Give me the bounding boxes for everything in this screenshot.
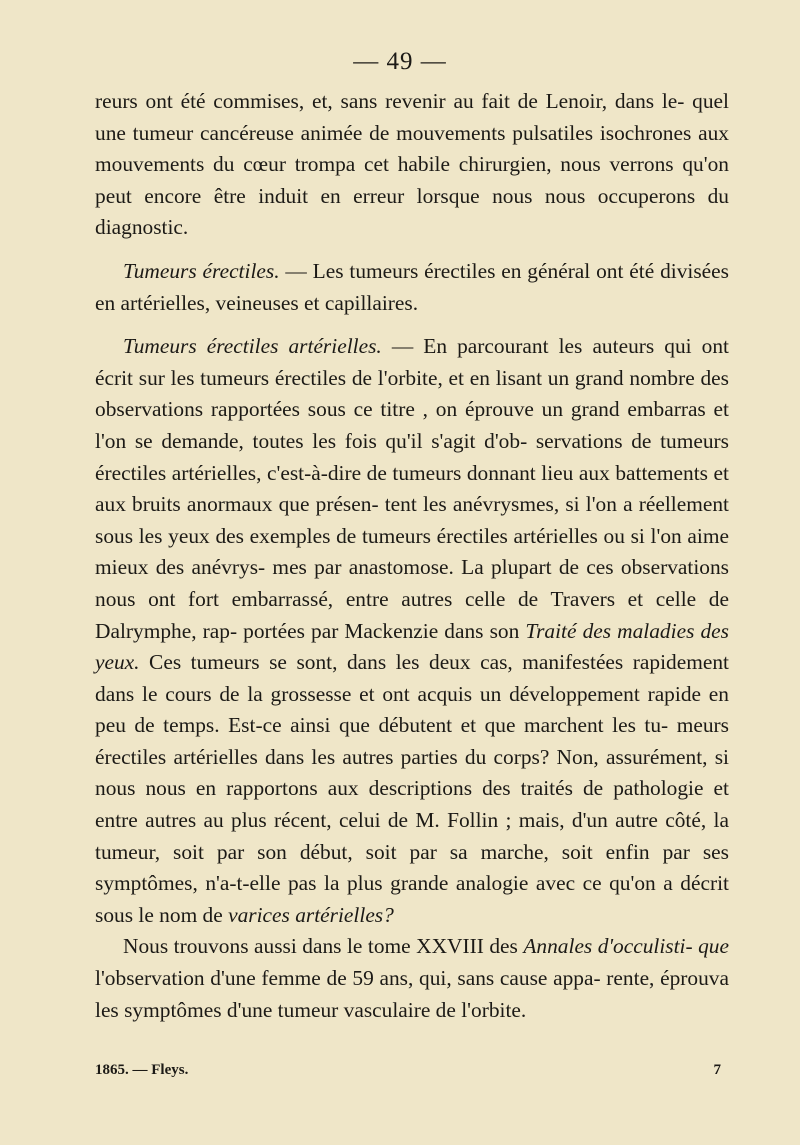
printer-signature: 1865. — Fleys. — [95, 1062, 189, 1078]
paragraph-3-text-b: Ces tumeurs se sont, dans les deux cas, manifestées rapidement dans le cours de la grossesse et ont acquis un développement rapide en peu de temps. Est-ce ainsi que débutent et que marchent les tu- meurs érectiles artérielles dans les autres parties du corps? Non, assurément, si nous nous en rapportons aux descriptions des traités de pathologie et entre autres au plus récent, celui de M. Follin ; mais, d'un autre côté, la tumeur, soit par son début, soit par sa marche, soit enfin par ses symptômes, n'a-t-elle pas la plus grande analogie avec ce qu'on a décrit sous le nom de — [95, 650, 729, 927]
section-heading-arterial-erectile-tumors: Tumeurs érectiles artérielles. — [123, 334, 382, 359]
paragraph-2 — [95, 256, 729, 319]
paragraph-4 — [95, 931, 729, 1026]
section-heading-erectile-tumors: Tumeurs érectiles. — [123, 258, 280, 283]
paragraph-1 — [95, 86, 729, 244]
sheet-number: 7 — [713, 1062, 721, 1078]
paragraph-3-text-a: — En parcourant les auteurs qui ont écrit sur les tumeurs érectiles de l'orbite, et en lisant un grand nombre des observations rapportées sous ce titre , on éprouve un grand embarras et l'on se demande, toutes les fois qu'il s'agit d'ob- servations de tumeurs érectiles artérielles, c'est-à-dire de tumeurs donnant lieu aux battements et aux bruits anormaux que présen- tent les anévrysmes, si l'on a réellement sous les yeux des exemples de tumeurs érectiles artérielles ou si l'on aime mieux des anévrys- mes par anastomose. La plupart de ces observations nous ont fort embarrassé, entre autres celle de Travers et celle de Dalrymphe, rap- portées par Mackenzie dans son — [95, 334, 729, 643]
paragraph-4-text-a: Nous trouvons aussi dans le tome XXVIII des — [123, 934, 524, 959]
page-number: — 49 — — [353, 48, 447, 75]
paragraph-2-text: — Les tumeurs érectiles en général ont été divisées en artérielles, veineuses et capillaires. — [95, 258, 729, 315]
paragraph-3 — [95, 331, 729, 931]
paragraph-1-text: reurs ont été commises, et, sans revenir au fait de Lenoir, dans le- quel une tumeur cancéreuse animée de mouvements pulsatiles isochrones aux mouvements du cœur trompa cet habile chirurgien, nous verrons qu'on peut encore être induit en erreur lorsque nous nous occuperons du diagnostic. — [95, 89, 729, 240]
italic-term-varices: varices artérielles? — [228, 902, 394, 927]
paragraph-4-text-b: l'observation d'une femme de 59 ans, qui, sans cause appa- rente, éprouva les symptômes d'une tumeur vasculaire de l'orbite. — [95, 966, 729, 1022]
journal-title-annales: Annales d'occulisti- que — [523, 934, 729, 959]
book-title-traite: Traité des maladies des yeux. — [95, 618, 729, 675]
page-footer — [95, 1062, 729, 1079]
body-text — [95, 86, 729, 1026]
